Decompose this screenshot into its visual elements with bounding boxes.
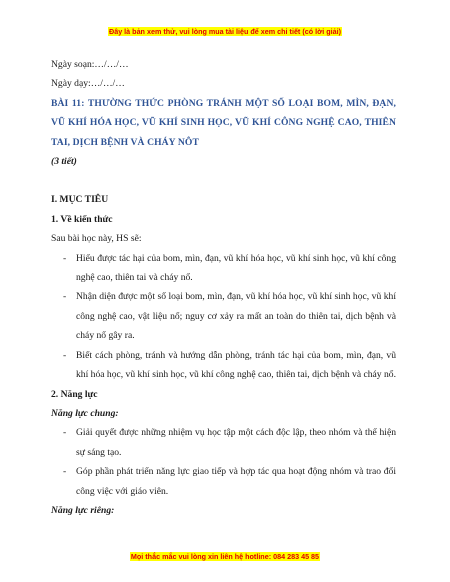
general-competence-list [51,423,396,501]
prep-date: Ngày soạn:…/…/… [51,59,129,70]
document-body [51,55,396,520]
header-notice [0,27,450,36]
general-competence-heading: Năng lực chung: [51,407,119,419]
knowledge-heading: 1. Về kiến thức [51,213,113,225]
teach-date: Ngày dạy:…/…/… [51,78,125,90]
footer-notice [0,552,450,561]
list-item: - Hiểu được tác hại của bom, mìn, đạn, vũ khí hóa học, vũ khí sinh học, vũ khí công nghệ cao, thiên tai và cháy nổ. [51,249,396,288]
list-item: - Nhận diện được một số loại bom, mìn, đạn, vũ khí hóa học, vũ khí sinh học, vũ khí công nghệ cao, vật liệu nổ; nguy cơ xảy ra mất an toàn do thiên tai, dịch bệnh và cháy nổ gây ra. [51,287,396,345]
duration: (3 tiết) [51,156,77,168]
spacer [51,171,396,190]
footer-notice-text: Mọi thắc mắc vui lòng xin liên hệ hotline: 084 283 45 85 [130,552,320,561]
lesson-title: BÀI 11: THƯỜNG THỨC PHÒNG TRÁNH MỘT SỐ LOẠI BOM, MÌN, ĐẠN, VŨ KHÍ HÓA HỌC, VŨ KHÍ SINH HỌC, VŨ KHÍ CÔNG NGHỆ CAO, THIÊN TAI, DỊCH BỆNH VÀ CHÁY NÔT [51,97,396,148]
knowledge-intro: Sau bài học này, HS sẽ: [51,233,142,245]
header-notice-text: Đây là bản xem thử, vui lòng mua tài liệu để xem chi tiết (có lời giải) [109,27,341,36]
knowledge-list [51,249,396,385]
competence-heading: 2. Năng lực [51,388,98,400]
list-item: - Góp phần phát triển năng lực giao tiếp và hợp tác qua hoạt động nhóm và trao đổi công việc với giáo viên. [51,462,396,501]
specific-competence-heading: Năng lực riêng: [51,504,115,516]
list-item: - Biết cách phòng, tránh và hướng dẫn phòng, tránh tác hại của bom, mìn, đạn, vũ khí hóa học, vũ khí sinh học, vũ khí công nghệ cao, thiên tai, dịch bệnh và cháy nổ. [51,346,396,385]
section-objectives: I. MỤC TIÊU [51,194,109,206]
list-item: - Giải quyết được những nhiệm vụ học tập một cách độc lập, theo nhóm và thể hiện sự sáng tạo. [51,423,396,462]
